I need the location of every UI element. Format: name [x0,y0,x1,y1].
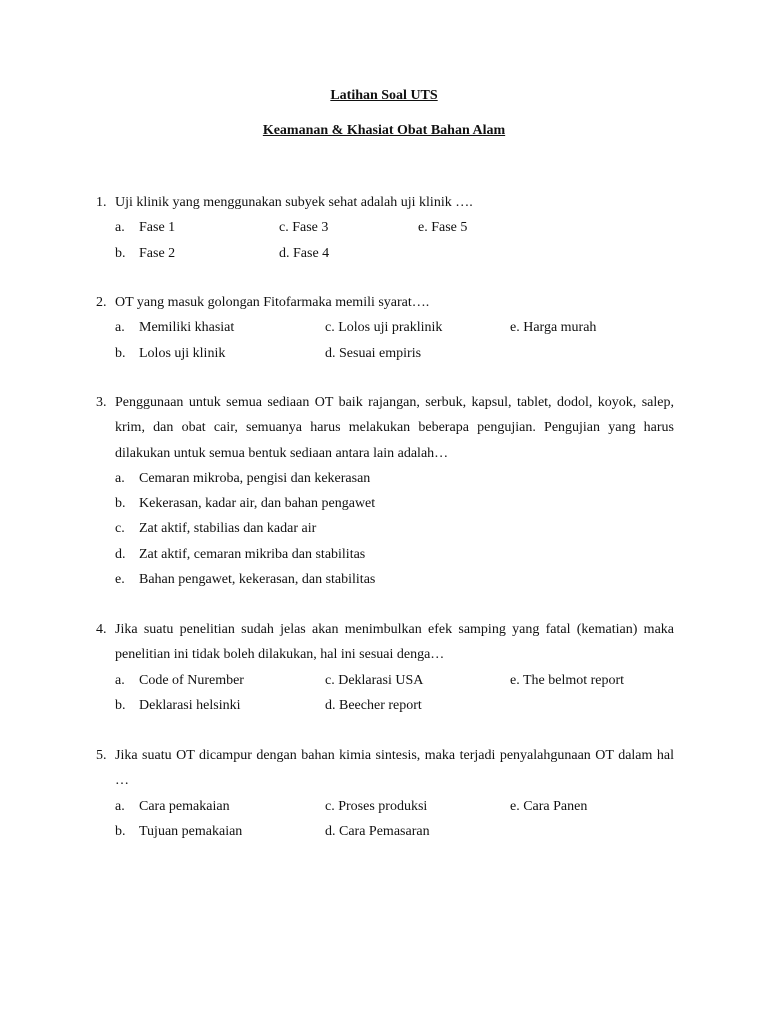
option-a: a. Cara pemakaian [115,798,230,814]
option-a: a. Code of Nurember [115,672,244,688]
option-c: c. Proses produksi [325,798,428,814]
option-b: b. Deklarasi helsinki [115,697,241,713]
option-b: b. Tujuan pemakaian [115,823,243,839]
option-list [115,466,674,592]
question-text: Penggunaan untuk semua sediaan OT baik rajangan, serbuk, kapsul, tablet, dodol, koyok, salep, krim, dan obat cair, semuanya harus melakukan beberapa pengujian. Pengujian yang harus dilakukan untuk semua bentuk sediaan antara lain adalah… [115,395,674,461]
option-c: c. Fase 3 [279,220,329,236]
option-b: b. Lolos uji klinik [115,345,226,361]
question-5 [96,743,674,844]
option-b: b. Kekerasan, kadar air, dan bahan pengawet [115,496,376,512]
option-d: d. Fase 4 [279,245,330,261]
question-number: 4. [96,622,107,637]
document-title: Latihan Soal UTS [330,88,438,103]
question-text: Jika suatu OT dicampur dengan bahan kimia sintesis, maka terjadi penyalahgunaan OT dalam hal … [115,748,674,789]
option-e: e. Fase 5 [418,220,468,236]
question-text: OT yang masuk golongan Fitofarmaka memili syarat…. [115,295,430,310]
option-grid [115,215,674,266]
option-e: e. Bahan pengawet, kekerasan, dan stabilitas [115,572,376,588]
option-a: a. Fase 1 [115,220,176,236]
option-grid [115,794,674,845]
option-e: e. The belmot report [510,672,625,688]
document-subtitle: Keamanan & Khasiat Obat Bahan Alam [262,123,506,138]
question-3 [96,390,674,592]
option-c: c. Zat aktif, stabilias dan kadar air [115,521,317,537]
option-b: b. Fase 2 [115,245,176,261]
question-text: Uji klinik yang menggunakan subyek sehat adalah uji klinik …. [115,195,473,210]
question-number: 1. [96,195,107,210]
question-1 [96,190,674,266]
option-c: c. Deklarasi USA [325,672,424,688]
option-c: c. Lolos uji praklinik [325,320,443,336]
option-grid [115,668,674,719]
option-e: e. Cara Panen [510,798,588,814]
question-number: 5. [96,748,107,763]
question-4 [96,617,674,718]
option-a: a. Cemaran mikroba, pengisi dan kekerasan [115,470,371,486]
option-d: d. Zat aktif, cemaran mikriba dan stabilitas [115,546,366,562]
option-a: a. Memiliki khasiat [115,320,235,336]
option-d: d. Beecher report [325,697,422,713]
option-grid [115,315,674,366]
option-d: d. Cara Pemasaran [325,823,430,839]
question-text: Jika suatu penelitian sudah jelas akan menimbulkan efek samping yang fatal (kematian) maka penelitian ini tidak boleh dilakukan, hal ini sesuai denga… [115,622,674,663]
option-e: e. Harga murah [510,320,597,336]
question-number: 2. [96,295,107,310]
question-number: 3. [96,395,107,410]
question-2 [96,290,674,366]
option-d: d. Sesuai empiris [325,345,422,361]
